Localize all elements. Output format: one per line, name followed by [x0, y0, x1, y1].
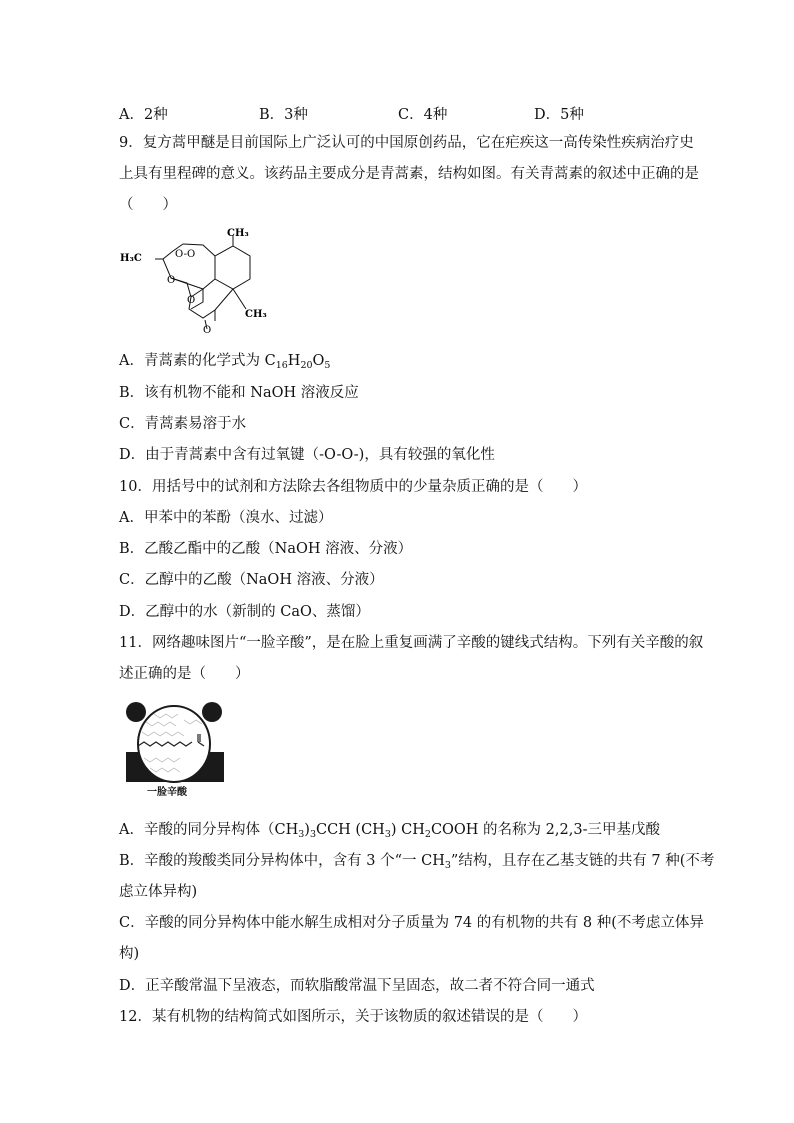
q8-options	[119, 103, 679, 121]
label-ch3-top: CH₃	[227, 228, 249, 239]
sub: 3	[298, 829, 305, 840]
q10-option-d: D．乙醇中的水（新制的 CaO、蒸馏）	[119, 604, 370, 620]
q11-option-b-line1	[119, 852, 714, 870]
sub: 3	[384, 829, 391, 840]
q9-option-a	[119, 352, 330, 370]
sub: 3	[444, 860, 451, 871]
q9-stem-line2: 上具有里程碑的意义。该药品主要成分是青蒿素，结构如图。有关青蒿素的叙述中正确的是	[119, 166, 699, 182]
text: COOH 的名称为 2,2,3-三甲基戊酸	[430, 822, 660, 838]
label-o1: O	[167, 275, 176, 286]
label-o2: O	[187, 295, 196, 306]
text: ) CH	[390, 822, 425, 838]
q9-option-c: C．青蒿素易溶于水	[119, 416, 247, 432]
text: CCH (CH	[315, 822, 385, 838]
label-ch3-bottom: CH₃	[245, 309, 267, 320]
panda-meme-caption: 一脸辛酸	[147, 787, 187, 798]
artemisinin-structure-figure	[119, 223, 279, 335]
q12-stem: 12．某有机物的结构简式如图所示，关于该物质的叙述错误的是（ ）	[119, 1009, 587, 1025]
q9-stem-line1: 9．复方蒿甲醚是目前国际上广泛认可的中国原创药品，它在疟疾这一高传染性疾病治疗史	[119, 135, 694, 151]
q11-stem-line2: 述正确的是（ ）	[119, 666, 250, 682]
sub: 2	[424, 829, 431, 840]
q10-option-a: A．甲苯中的苯酚（溴水、过滤）	[119, 510, 333, 526]
q11-option-c-line1: C．辛酸的同分异构体中能水解生成相对分子质量为 74 的有机物的共有 8 种(不考虑立体异	[119, 915, 704, 931]
sub: 16	[275, 360, 288, 371]
text: O	[312, 353, 325, 369]
text: B．辛酸的羧酸类同分异构体中，含有 3 个“一 CH	[119, 853, 445, 869]
q11-option-b-line2: 虑立体异构)	[119, 884, 198, 900]
q11-option-a	[119, 821, 660, 839]
q11-stem-line1: 11．网络趣味图片“一脸辛酸”，是在脸上重复画满了辛酸的键线式结构。下列有关辛酸的叙	[119, 635, 704, 651]
text: ”结构，且存在乙基支链的共有 7 种(不考	[450, 853, 715, 869]
q10-option-b: B．乙酸乙酯中的乙酸（NaOH 溶液、分液）	[119, 541, 413, 557]
q10-option-c: C．乙醇中的乙酸（NaOH 溶液、分液）	[119, 572, 384, 588]
q9-stem-line3: （ ）	[119, 197, 177, 213]
sub: 3	[309, 829, 316, 840]
text: A．辛酸的同分异构体（CH	[119, 822, 299, 838]
q8-option-b: B．3种	[259, 107, 308, 123]
q8-option-d: D．5种	[534, 107, 584, 123]
text: )	[304, 822, 310, 838]
text: H	[287, 353, 301, 369]
q8-option-c: C．4种	[398, 107, 448, 123]
q11-option-d: D．正辛酸常温下呈液态，而软脂酸常温下呈固态，故二者不符合同一通式	[119, 978, 595, 994]
sub: 5	[324, 360, 331, 371]
q9-option-a-text: A．青蒿素的化学式为 C	[119, 353, 276, 369]
sub: 20	[300, 360, 313, 371]
q9-option-d: D．由于青蒿素中含有过氧键（-O-O-)，具有较强的氧化性	[119, 447, 495, 463]
label-o3: O	[203, 325, 212, 335]
q10-stem: 10．用括号中的试剂和方法除去各组物质中的少量杂质正确的是（ ）	[119, 479, 587, 495]
q8-option-a: A．2种	[119, 107, 168, 123]
q9-option-b: B．该有机物不能和 NaOH 溶液反应	[119, 385, 359, 401]
label-peroxide: O-O	[175, 249, 196, 260]
label-h3c: H₃C	[120, 253, 142, 264]
q11-option-c-line2: 构)	[119, 946, 140, 962]
